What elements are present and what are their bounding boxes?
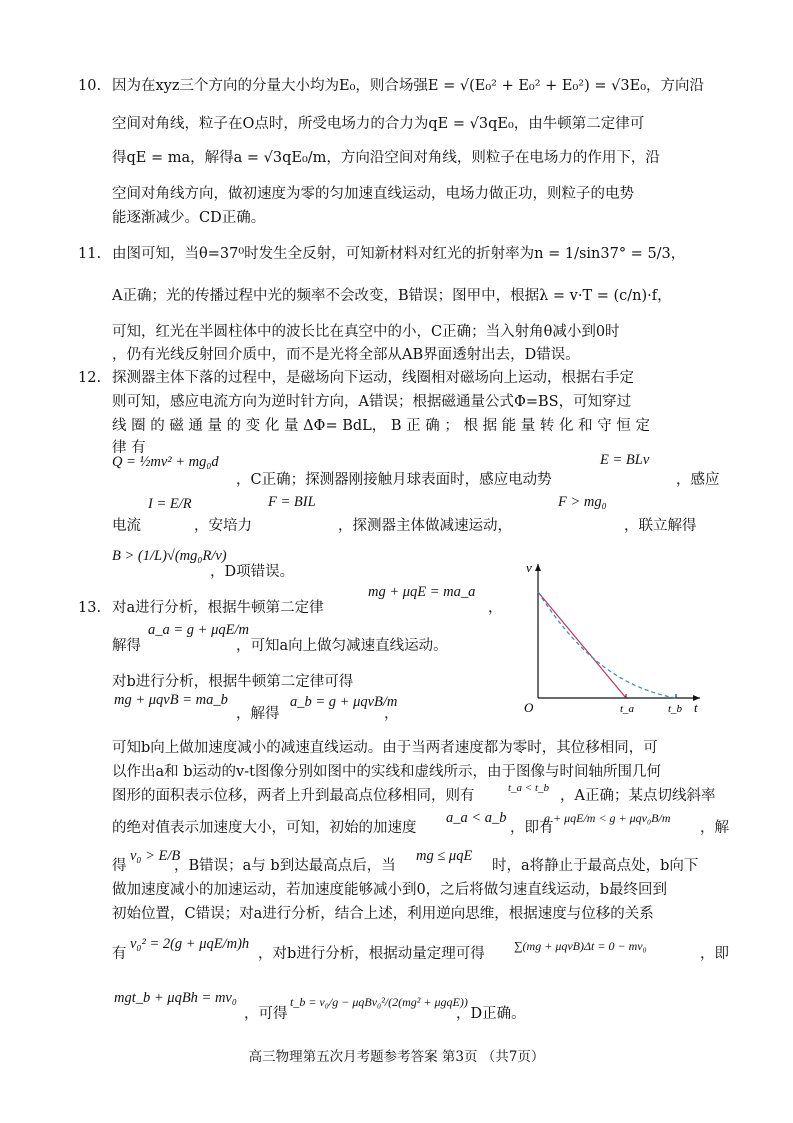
q13-eq-b1: mg + μqvB = ma_b bbox=[114, 692, 228, 708]
q13-line-9a: 得 bbox=[112, 858, 127, 874]
q13-line-8a: 的绝对值表示加速度大小，可知，初始的加速度 bbox=[112, 820, 417, 836]
v-axis-label: v bbox=[526, 560, 532, 575]
q13-eq-v2: v₀² = 2(g + μqE/m)h bbox=[130, 936, 250, 952]
q12-line-6b: ，安培力 bbox=[194, 518, 252, 534]
q13-eq-b2: a_b = g + μqvB/m bbox=[290, 694, 398, 710]
q13-eq-aa: a_a < a_b bbox=[446, 810, 507, 826]
vt-graph bbox=[518, 558, 708, 716]
q12-line-3: 线 圈 的 磁 通 量 的 变 化 量 ΔΦ= BdL， B 正 确 ； 根 据 能 量 转 化 和 守 恒 定 bbox=[112, 418, 650, 434]
q13-line-11: 初始位置，C错误；对a进行分析，结合上述，利用逆向思维，根据速度与位移的关系 bbox=[112, 906, 654, 922]
tb-label: t_b bbox=[668, 703, 683, 715]
q13-line-4a: ，解得 bbox=[236, 706, 280, 722]
q13-eq-v0: v₀ > E/B bbox=[130, 848, 181, 864]
q13-eq-tb: t_b = v₀/g − μqBv₀²/(2(mg² + μgqE)) bbox=[290, 995, 468, 1009]
q12-eq-b: B > (1/L)√(mg₀R/v) bbox=[112, 548, 227, 564]
q13-line-1: 对a进行分析，根据牛顿第二定律 bbox=[112, 600, 324, 616]
q12-eq-fg: F > mg₀ bbox=[558, 494, 607, 510]
q13-line-12b: ，对b进行分析，根据动量定理可得 bbox=[258, 946, 485, 962]
q12-line-5b: ，感应 bbox=[676, 472, 720, 488]
q12-eq-q: Q = ½mv² + mg₀d bbox=[112, 454, 219, 470]
q13-line-12c: ，即 bbox=[700, 946, 729, 962]
q11-line-3: 可知，红光在半圆柱体中的波长比在真空中的小，C正确；当入射角θ减小到0时 bbox=[112, 324, 620, 340]
a-velocity-line bbox=[538, 592, 626, 698]
q13-line-9c: 时，a将静止于最高点处，b向下 bbox=[492, 858, 699, 874]
q13-line-13b: ，D正确。 bbox=[456, 1006, 526, 1022]
q13-eq-a1: mg + μqE = ma_a bbox=[368, 584, 476, 600]
q13-eq-mg: mg ≤ μqE bbox=[416, 848, 473, 864]
q12-number: 12. bbox=[78, 370, 102, 386]
q13-line-1b: ， bbox=[488, 600, 503, 616]
q13-line-6: 以作出a和 b运动的v-t图像分别如图中的实线和虚线所示，由于图像与时间轴所围几何 bbox=[112, 764, 661, 780]
q13-line-12a: 有 bbox=[112, 946, 127, 962]
q10-line-3: 得qE = ma，解得a = √3qE₀/m，方向沿空间对角线，则粒子在电场力的作用下，沿 bbox=[112, 150, 660, 166]
t-axis-label: t bbox=[694, 700, 698, 715]
q12-line-6c: ，探测器主体做减速运动， bbox=[338, 518, 512, 534]
q11-line-4: ，仍有光线反射回介质中，而不是光将全部从AB界面透射出去，D错误。 bbox=[112, 347, 580, 363]
q13-eq-ab: g + μqE/m < g + μqv₀B/m bbox=[544, 811, 671, 825]
q13-line-8c: ，解 bbox=[700, 820, 729, 836]
q10-line-2: 空间对角线，粒子在O点时，所受电场力的合力为qE = √3qE₀，由牛顿第二定律可 bbox=[112, 116, 645, 132]
q12-eq-f: F = BIL bbox=[268, 494, 316, 510]
q11-line-2: A正确；光的传播过程中光的频率不会改变，B错误；图甲中，根据λ = v·T = (c/n)·f， bbox=[112, 288, 672, 304]
q13-eq-mgt: mgt_b + μqBh = mv₀ bbox=[114, 990, 237, 1006]
q12-eq-e: E = BLv bbox=[600, 452, 650, 468]
q13-line-5: 可知b向上做加速度减小的减速直线运动。由于当两者速度都为零时，其位移相同，可 bbox=[112, 740, 658, 756]
q10-number: 10. bbox=[78, 78, 102, 94]
q13-line-3: 对b进行分析，根据牛顿第二定律可得 bbox=[112, 674, 354, 690]
q13-line-8b: ，即有 bbox=[510, 820, 554, 836]
q13-eq-a2: a_a = g + μqE/m bbox=[148, 622, 249, 638]
b-velocity-curve bbox=[538, 592, 676, 698]
q13-line-9b: ，B错误；a与 b到达最高点后，当 bbox=[174, 858, 396, 874]
q12-line-2: 则可知，感应电流方向为逆时针方向，A错误；根据磁通量公式Φ=BS，可知穿过 bbox=[112, 394, 632, 410]
q13-eq-sum: ∑(mg + μqvB)Δt = 0 − mv₀ bbox=[514, 939, 647, 953]
q12-line-5a: ，C正确；探测器刚接触月球表面时，感应电动势 bbox=[236, 472, 552, 488]
q12-line-6d: ，联立解得 bbox=[624, 518, 697, 534]
q13-line-2b: ，可知a向上做匀减速直线运动。 bbox=[236, 638, 448, 654]
q13-line-7a: 图形的面积表示位移，两者上升到最高点位移相同，则有 bbox=[112, 788, 475, 804]
q11-line-1: 由图可知，当θ=37⁰时发生全反射，可知新材料对红光的折射率为n = 1/sin37° = 5/3， bbox=[112, 246, 686, 262]
q13-line-7b: ，A正确；某点切线斜率 bbox=[560, 788, 716, 804]
q12-line-7: ，D项错误。 bbox=[210, 564, 295, 580]
q12-line-4: 律 有 bbox=[112, 440, 146, 456]
q12-line-6a: 电流 bbox=[112, 518, 141, 534]
ta-label: t_a bbox=[620, 703, 635, 715]
q10-line-5: 能逐渐减少。CD正确。 bbox=[112, 210, 266, 226]
q13-number: 13. bbox=[78, 600, 102, 616]
q12-eq-i: I = E/R bbox=[148, 496, 192, 512]
q12-line-1: 探测器主体下落的过程中，是磁场向下运动，线圈相对磁场向上运动，根据右手定 bbox=[112, 370, 634, 386]
q10-line-4: 空间对角线方向，做初速度为零的匀加速直线运动，电场力做正功，则粒子的电势 bbox=[112, 186, 634, 202]
q13-line-2a: 解得 bbox=[112, 638, 141, 654]
q11-number: 11. bbox=[78, 246, 102, 262]
q13-eq-t: t_a < t_b bbox=[508, 782, 550, 794]
v-axis-arrow-icon bbox=[535, 564, 541, 571]
page-footer: 高三物理第五次月考题参考答案 第3页 （共7页） bbox=[248, 1049, 545, 1065]
origin-label: O bbox=[524, 700, 534, 715]
q10-line-1: 因为在xyz三个方向的分量大小均为E₀，则合场强E = √(E₀² + E₀² + E₀²) = √3E₀，方向沿 bbox=[112, 78, 705, 94]
q13-line-4b: ， bbox=[384, 706, 399, 722]
q13-line-13a: ，可得 bbox=[244, 1006, 288, 1022]
q13-line-10: 做加速度减小的加速运动，若加速度能够减小到0，之后将做匀速直线运动，b最终回到 bbox=[112, 882, 668, 898]
